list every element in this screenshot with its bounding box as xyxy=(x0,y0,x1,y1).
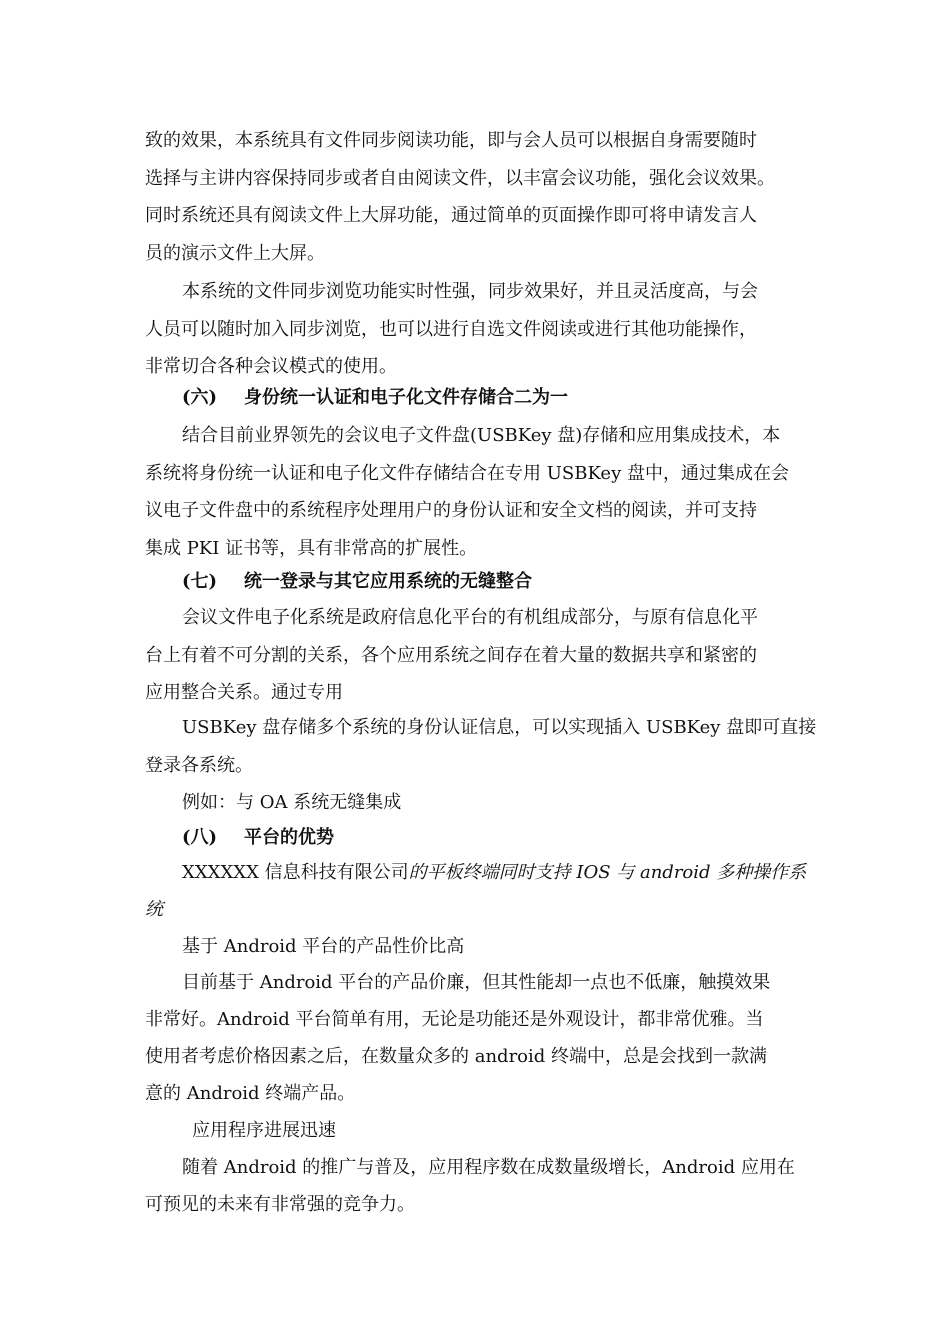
para4-line2: 台上有着不可分割的关系，各个应用系统之间存在着大量的数据共享和紧密的 xyxy=(145,645,757,666)
section-title: 身份统一认证和电子化文件存储合二为一 xyxy=(244,387,568,408)
para9-line4: 意的 Android 终端产品。 xyxy=(145,1083,356,1104)
para6: 例如：与 OA 系统无缝集成 xyxy=(182,792,402,813)
para3-line3: 议电子文件盘中的系统程序处理用户的身份认证和安全文档的阅读，并可支持 xyxy=(145,500,757,521)
para7-line1 xyxy=(182,860,862,886)
section-title: 统一登录与其它应用系统的无缝整合 xyxy=(244,571,532,592)
section-number: (八) xyxy=(182,827,218,848)
para1-line4: 员的演示文件上大屏。 xyxy=(145,243,325,264)
section-title: 平台的优势 xyxy=(244,827,334,848)
para1-line2: 选择与主讲内容保持同步或者自由阅读文件，以丰富会议功能，强化会议效果。 xyxy=(145,168,775,189)
para5-line2: 登录各系统。 xyxy=(145,755,253,776)
para2-line1: 本系统的文件同步浏览功能实时性强，同步效果好，并且灵活度高，与会 xyxy=(182,281,758,302)
para7-italic-text: 的平板终端同时支持 IOS 与 android 多种操作系 xyxy=(408,862,807,883)
section-heading-8 xyxy=(182,825,862,851)
para8: 基于 Android 平台的产品性价比高 xyxy=(182,936,465,957)
para7-line2: 统 xyxy=(145,899,163,920)
company-name: XXXXXX 信息科技有限公司 xyxy=(182,862,409,883)
para2-line2: 人员可以随时加入同步浏览，也可以进行自选文件阅读或进行其他功能操作， xyxy=(145,319,757,340)
para11-line2: 可预见的未来有非常强的竞争力。 xyxy=(145,1194,415,1215)
para5-line1: USBKey 盘存储多个系统的身份认证信息，可以实现插入 USBKey 盘即可直接 xyxy=(182,717,817,738)
para3-line2: 系统将身份统一认证和电子化文件存储结合在专用 USBKey 盘中，通过集成在会 xyxy=(145,463,789,484)
para1-line1: 致的效果，本系统具有文件同步阅读功能，即与会人员可以根据自身需要随时 xyxy=(145,130,757,151)
para11-line1: 随着 Android 的推广与普及，应用程序数在成数量级增长，Android 应用在 xyxy=(182,1157,795,1178)
section-heading-6 xyxy=(182,385,862,411)
para3-line1: 结合目前业界领先的会议电子文件盘(USBKey 盘)存储和应用集成技术，本 xyxy=(182,425,781,446)
para4-line3: 应用整合关系。通过专用 xyxy=(145,682,343,703)
para3-line4: 集成 PKI 证书等，具有非常高的扩展性。 xyxy=(145,538,478,559)
para1-line3: 同时系统还具有阅读文件上大屏功能，通过简单的页面操作即可将申请发言人 xyxy=(145,205,757,226)
para9-line2: 非常好。Android 平台简单有用，无论是功能还是外观设计，都非常优雅。当 xyxy=(145,1009,764,1030)
section-number: (七) xyxy=(182,571,218,592)
para9-line3: 使用者考虑价格因素之后，在数量众多的 android 终端中，总是会找到一款满 xyxy=(145,1046,768,1067)
section-number: (六) xyxy=(182,387,218,408)
para10: 应用程序进展迅速 xyxy=(192,1120,336,1141)
para9-line1: 目前基于 Android 平台的产品价廉，但其性能却一点也不低廉，触摸效果 xyxy=(182,972,771,993)
para4-line1: 会议文件电子化系统是政府信息化平台的有机组成部分，与原有信息化平 xyxy=(182,607,758,628)
section-heading-7 xyxy=(182,569,862,595)
para2-line3: 非常切合各种会议模式的使用。 xyxy=(145,356,397,377)
